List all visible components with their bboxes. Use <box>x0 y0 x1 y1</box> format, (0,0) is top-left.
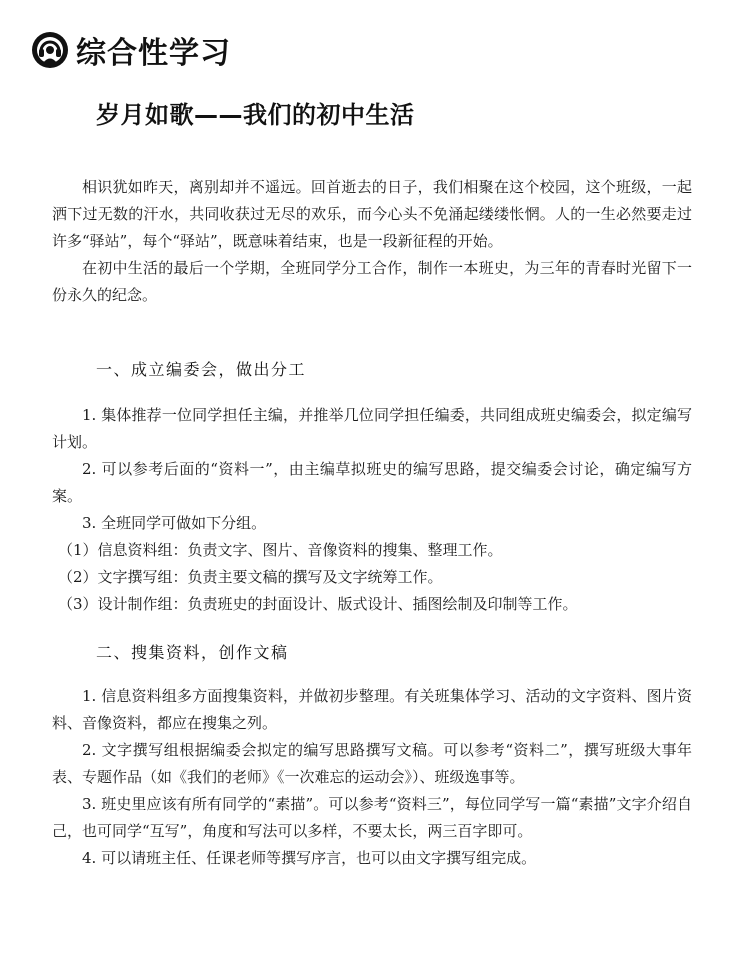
intro-paragraph: 相识犹如昨天，离别却并不遥远。回首逝去的日子，我们相聚在这个校园，这个班级，一起洒下过无数的汗水，共同收获过无尽的欢乐，而今心头不免涌起缕缕怅惘。人的一生必然要走过许多“驿站”，每个“驿站”，既意味着结束，也是一段新征程的开始。 <box>52 178 692 250</box>
intro-text <box>52 174 692 309</box>
list-item: 1. 信息资料组多方面搜集资料，并做初步整理。有关班集体学习、活动的文字资料、图片资料、音像资料，都应在搜集之列。 <box>52 687 692 732</box>
intro-paragraph: 在初中生活的最后一个学期，全班同学分工合作，制作一本班史，为三年的青春时光留下一份永久的纪念。 <box>52 259 692 304</box>
sub-list-item: （3）设计制作组：负责班史的封面设计、版式设计、插图绘制及印制等工作。 <box>58 595 578 613</box>
headset-person-icon <box>30 30 70 70</box>
article-title: 岁月如歌——我们的初中生活 <box>96 101 415 129</box>
sub-list-item: （1）信息资料组：负责文字、图片、音像资料的搜集、整理工作。 <box>58 541 503 559</box>
list-item: 4. 可以请班主任、任课老师等撰写序言，也可以由文字撰写组完成。 <box>82 849 537 867</box>
list-item: 2. 文字撰写组根据编委会拟定的编写思路撰写文稿。可以参考“资料二”，撰写班级大事年表、专题作品（如《我们的老师》《一次难忘的运动会》）、班级逸事等。 <box>52 741 692 786</box>
sub-list-item: （2）文字撰写组：负责主要文稿的撰写及文字统筹工作。 <box>58 568 443 586</box>
list-item: 2. 可以参考后面的“资料一”，由主编草拟班史的编写思路，提交编委会讨论，确定编写方案。 <box>52 460 692 505</box>
list-item: 3. 全班同学可做如下分组。 <box>82 514 267 532</box>
section-heading: 一、成立编委会，做出分工 <box>96 360 307 379</box>
section-header <box>30 28 231 72</box>
section-body <box>52 683 692 872</box>
section-heading: 二、搜集资料，创作文稿 <box>96 643 289 662</box>
section-title: 综合性学习 <box>76 36 231 71</box>
section-body <box>52 402 692 618</box>
list-item: 1. 集体推荐一位同学担任主编，并推举几位同学担任编委，共同组成班史编委会，拟定编写计划。 <box>52 406 692 451</box>
list-item: 3. 班史里应该有所有同学的“素描”。可以参考“资料三”，每位同学写一篇“素描”文字介绍自己，也可同学“互写”，角度和写法可以多样，不要太长，两三百字即可。 <box>52 795 692 840</box>
